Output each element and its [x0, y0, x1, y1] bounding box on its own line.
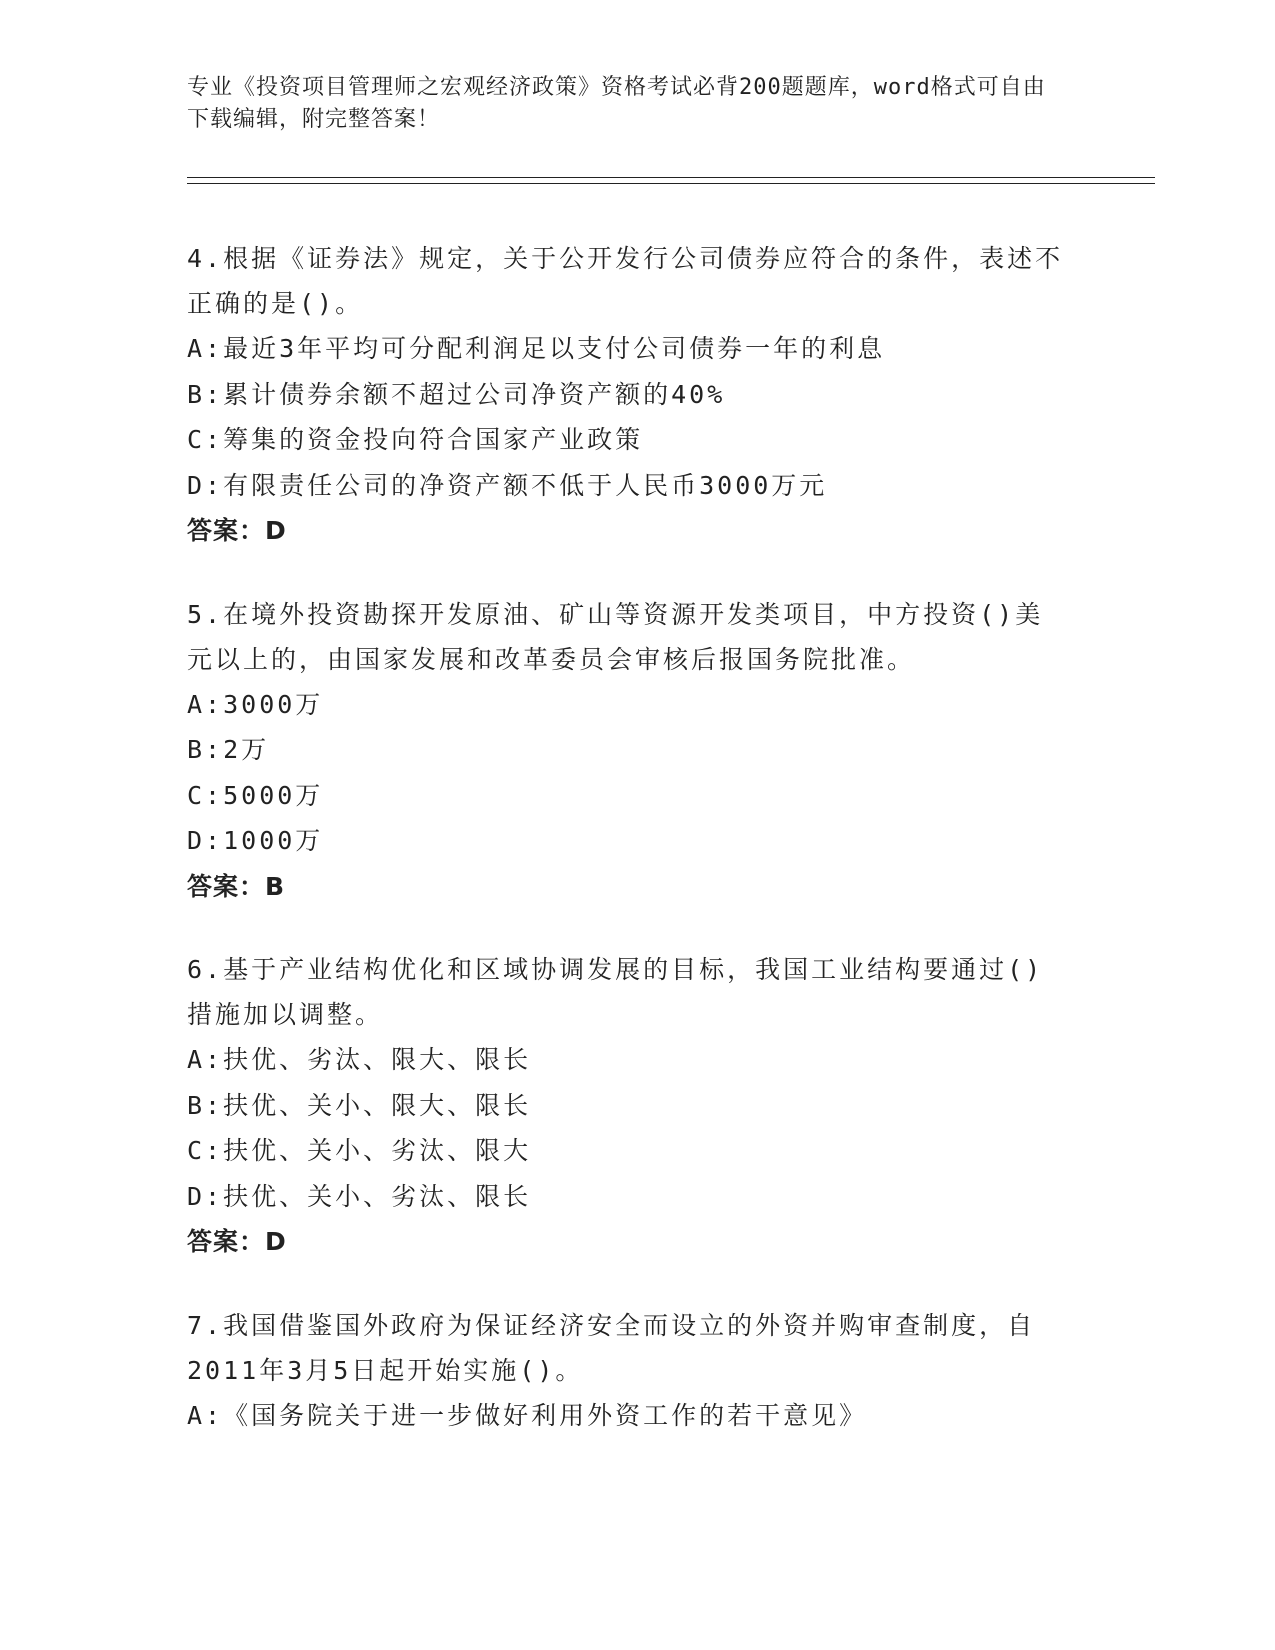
header-divider-top — [187, 177, 1155, 178]
option-a: A:《国务院关于进一步做好利用外资工作的若干意见》 — [187, 1400, 868, 1430]
document-header: 专业《投资项目管理师之宏观经济政策》资格考试必背200题题库，word格式可自由下载编辑，附完整答案！ — [187, 75, 1046, 132]
question-text: 5.在境外投资勘探开发原油、矿山等资源开发类项目，中方投资()美元以上的，由国家发展和改革委员会审核后报国务院批准。 — [187, 599, 1044, 674]
option-a: A:扶优、劣汰、限大、限长 — [187, 1045, 532, 1074]
option-c: C:5000万 — [187, 780, 324, 810]
option-d: D:有限责任公司的净资产额不低于人民币3000万元 — [187, 470, 828, 500]
option-a: A:最近3年平均可分配利润足以支付公司债券一年的利息 — [187, 334, 886, 363]
option-b: B:累计债券余额不超过公司净资产额的40% — [187, 379, 726, 409]
answer-label: 答案：D — [187, 516, 287, 545]
answer-label: 答案：D — [187, 1227, 287, 1256]
question-6 — [187, 947, 1067, 1265]
question-5 — [187, 592, 1067, 910]
question-7 — [187, 1303, 1067, 1439]
option-a: A:3000万 — [187, 689, 324, 719]
question-list — [187, 236, 1067, 1476]
option-c: C:扶优、关小、劣汰、限大 — [187, 1136, 532, 1165]
option-b: B:2万 — [187, 735, 270, 764]
answer-label: 答案：B — [187, 871, 286, 901]
option-c: C:筹集的资金投向符合国家产业政策 — [187, 425, 644, 454]
option-d: D:1000万 — [187, 826, 324, 855]
question-text: 6.基于产业结构优化和区域协调发展的目标，我国工业结构要通过()措施加以调整。 — [187, 955, 1044, 1029]
option-b: B:扶优、关小、限大、限长 — [187, 1090, 532, 1120]
question-text: 7.我国借鉴国外政府为保证经济安全而设立的外资并购审查制度，自2011年3月5日起开始实施()。 — [187, 1310, 1036, 1385]
header-divider-bottom — [187, 183, 1155, 184]
option-d: D:扶优、关小、劣汰、限长 — [187, 1181, 532, 1211]
question-4 — [187, 236, 1067, 554]
question-text: 4.根据《证券法》规定，关于公开发行公司债券应符合的条件，表述不正确的是()。 — [187, 244, 1064, 318]
